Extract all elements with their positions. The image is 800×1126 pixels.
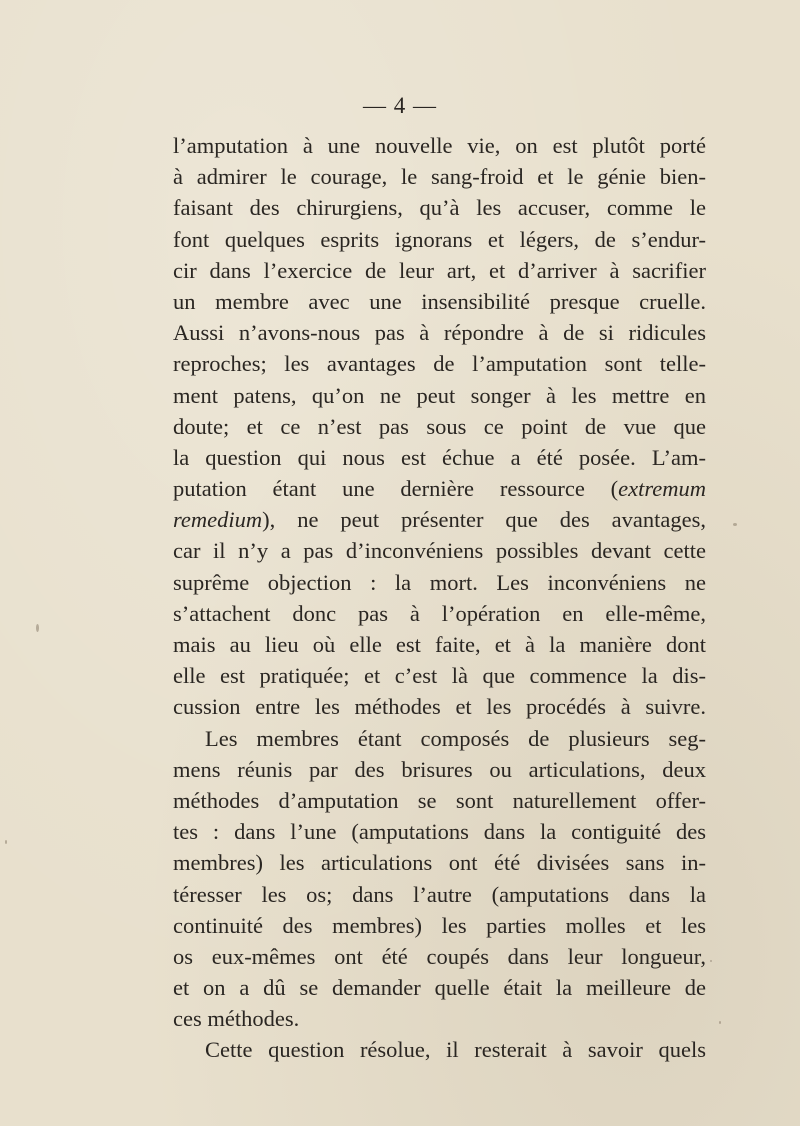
- text-line: reproches; les avantages de l’amputation sont telle-: [173, 351, 706, 377]
- text-line: et on a dû se demander quelle était la meilleure de: [173, 975, 706, 1001]
- text-line: tes : dans l’une (amputations dans la contiguité des: [173, 819, 706, 845]
- text-line: mais au lieu où elle est faite, et à la manière dont: [173, 632, 706, 657]
- text-line: l’amputation à une nouvelle vie, on est plutôt porté: [173, 133, 706, 158]
- body-text: [173, 130, 706, 1066]
- paper-speck: [719, 1021, 721, 1024]
- text-line: membres) les articulations ont été divisées sans in-: [173, 850, 706, 876]
- text-line: un membre avec une insensibilité presque cruelle.: [173, 288, 706, 314]
- text-line: Cette question résolue, il resterait à savoir quels: [205, 1037, 706, 1063]
- paper-speck: [733, 523, 737, 526]
- text-line: putation étant une dernière ressource (extremum: [173, 476, 706, 502]
- text-line: remedium), ne peut présenter que des avantages,: [173, 507, 706, 533]
- text-line: os eux-mêmes ont été coupés dans leur longueur,: [173, 943, 706, 969]
- paper-speck: [5, 840, 7, 844]
- text-line: ment patens, qu’on ne peut songer à les mettre en: [173, 382, 706, 408]
- paper-speck: [710, 960, 712, 962]
- text-line: cussion entre les méthodes et les procédés à suivre.: [173, 694, 706, 720]
- text-line: suprême objection : la mort. Les inconvéniens ne: [173, 569, 706, 595]
- text-line: méthodes d’amputation se sont naturellement offer-: [173, 787, 706, 813]
- text-line: cir dans l’exercice de leur art, et d’arriver à sacrifier: [173, 257, 706, 283]
- text-line: elle est pratiquée; et c’est là que commence la dis-: [173, 663, 706, 689]
- text-line: s’attachent donc pas à l’opération en elle-même,: [173, 600, 706, 626]
- text-line: font quelques esprits ignorans et légers, de s’endur-: [173, 226, 706, 252]
- text-line: téresser les os; dans l’autre (amputations dans la: [173, 881, 706, 907]
- text-line: faisant des chirurgiens, qu’à les accuser, comme le: [173, 195, 706, 221]
- text-line: continuité des membres) les parties molles et les: [173, 912, 706, 938]
- text-line: Aussi n’avons-nous pas à répondre à de si ridicules: [173, 320, 706, 346]
- text-line: car il n’y a pas d’inconvéniens possibles devant cette: [173, 538, 706, 564]
- text-line: mens réunis par des brisures ou articulations, deux: [173, 756, 706, 782]
- text-line: Les membres étant composés de plusieurs seg-: [205, 725, 706, 751]
- page-number: — 4 —: [363, 93, 437, 118]
- text-line: ces méthodes.: [173, 1006, 300, 1032]
- text-line: à admirer le courage, le sang-froid et le génie bien-: [173, 164, 706, 190]
- text-line: la question qui nous est échue a été posée. L’am-: [173, 444, 706, 470]
- paper-speck: [36, 624, 39, 632]
- text-line: doute; et ce n’est pas sous ce point de vue que: [173, 413, 706, 439]
